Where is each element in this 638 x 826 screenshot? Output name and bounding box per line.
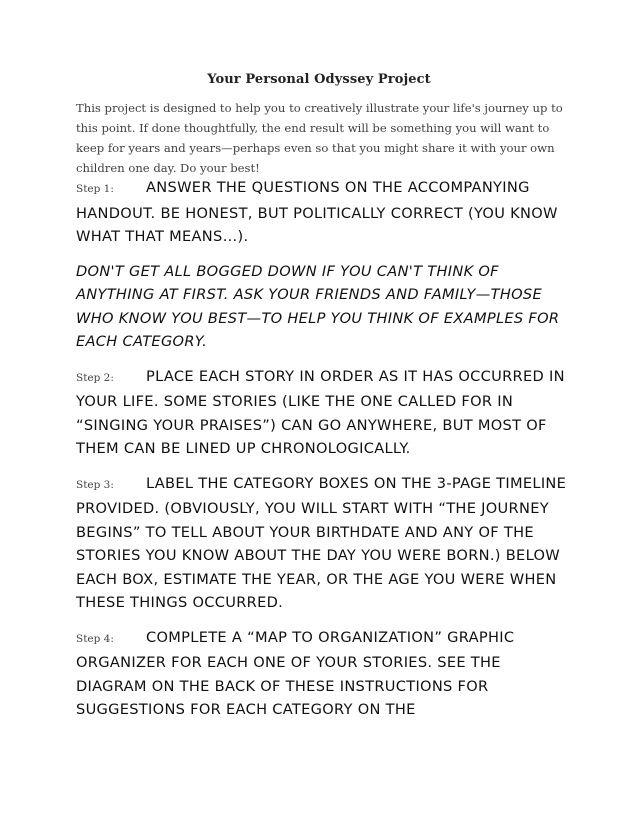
intro-paragraph: This project is designed to help you to creatively illustrate your life's journey up to this point. If done thoughtfully, the end result will be something you will want to keep for years and years—perhaps even so that you might share it with your own children one day. Do your best!	[76, 101, 563, 175]
step-4-text: COMPLETE A “MAP TO ORGANIZATION” GRAPHIC ORGANIZER FOR EACH ONE OF YOUR STORIES. SEE THE DIAGRAM ON THE BACK OF THESE INSTRUCTIONS FOR SUGGESTIONS FOR EACH CATEGORY ON THE	[76, 628, 515, 718]
step-3-text: LABEL THE CATEGORY BOXES ON THE 3-PAGE TIMELINE PROVIDED. (OBVIOUSLY, YOU WILL START WITH “THE JOURNEY BEGINS” TO TELL ABOUT YOUR BIRTHDATE AND ANY OF THE STORIES YOU KNOW ABOUT THE DAY YOU WERE BORN.) BELOW EACH BOX, ESTIMATE THE YEAR, OR THE AGE YOU WERE WHEN THESE THINGS OCCURRED.	[76, 474, 567, 611]
step-2-label: Step 2:	[76, 371, 114, 384]
steps-list	[76, 176, 576, 733]
step-3-label: Step 3:	[76, 478, 114, 491]
step-1-label: Step 1:	[76, 183, 114, 195]
page-title: Your Personal Odyssey Project	[207, 72, 431, 87]
step-1	[76, 176, 576, 249]
step-1-note: DON'T GET ALL BOGGED DOWN IF YOU CAN'T THINK OF ANYTHING AT FIRST. ASK YOUR FRIENDS AND FAMILY—THOSE WHO KNOW YOU BEST—TO HELP YOU THINK OF EXAMPLES FOR EACH CATEGORY.	[76, 262, 560, 350]
step-2	[76, 365, 576, 461]
step-3	[76, 472, 576, 615]
step-4	[76, 626, 576, 722]
step-4-label: Step 4:	[76, 632, 114, 645]
step-1-text: ANSWER THE QUESTIONS ON THE ACCOMPANYING HANDOUT. BE HONEST, BUT POLITICALLY CORRECT (YOU KNOW WHAT THAT MEANS…).	[76, 179, 558, 245]
step-2-text: PLACE EACH STORY IN ORDER AS IT HAS OCCURRED IN YOUR LIFE. SOME STORIES (LIKE THE ONE CALLED FOR IN “SINGING YOUR PRAISES”) CAN GO ANYWHERE, BUT MOST OF THEM CAN BE LINED UP CHRONOLOGICALLY.	[76, 367, 565, 457]
